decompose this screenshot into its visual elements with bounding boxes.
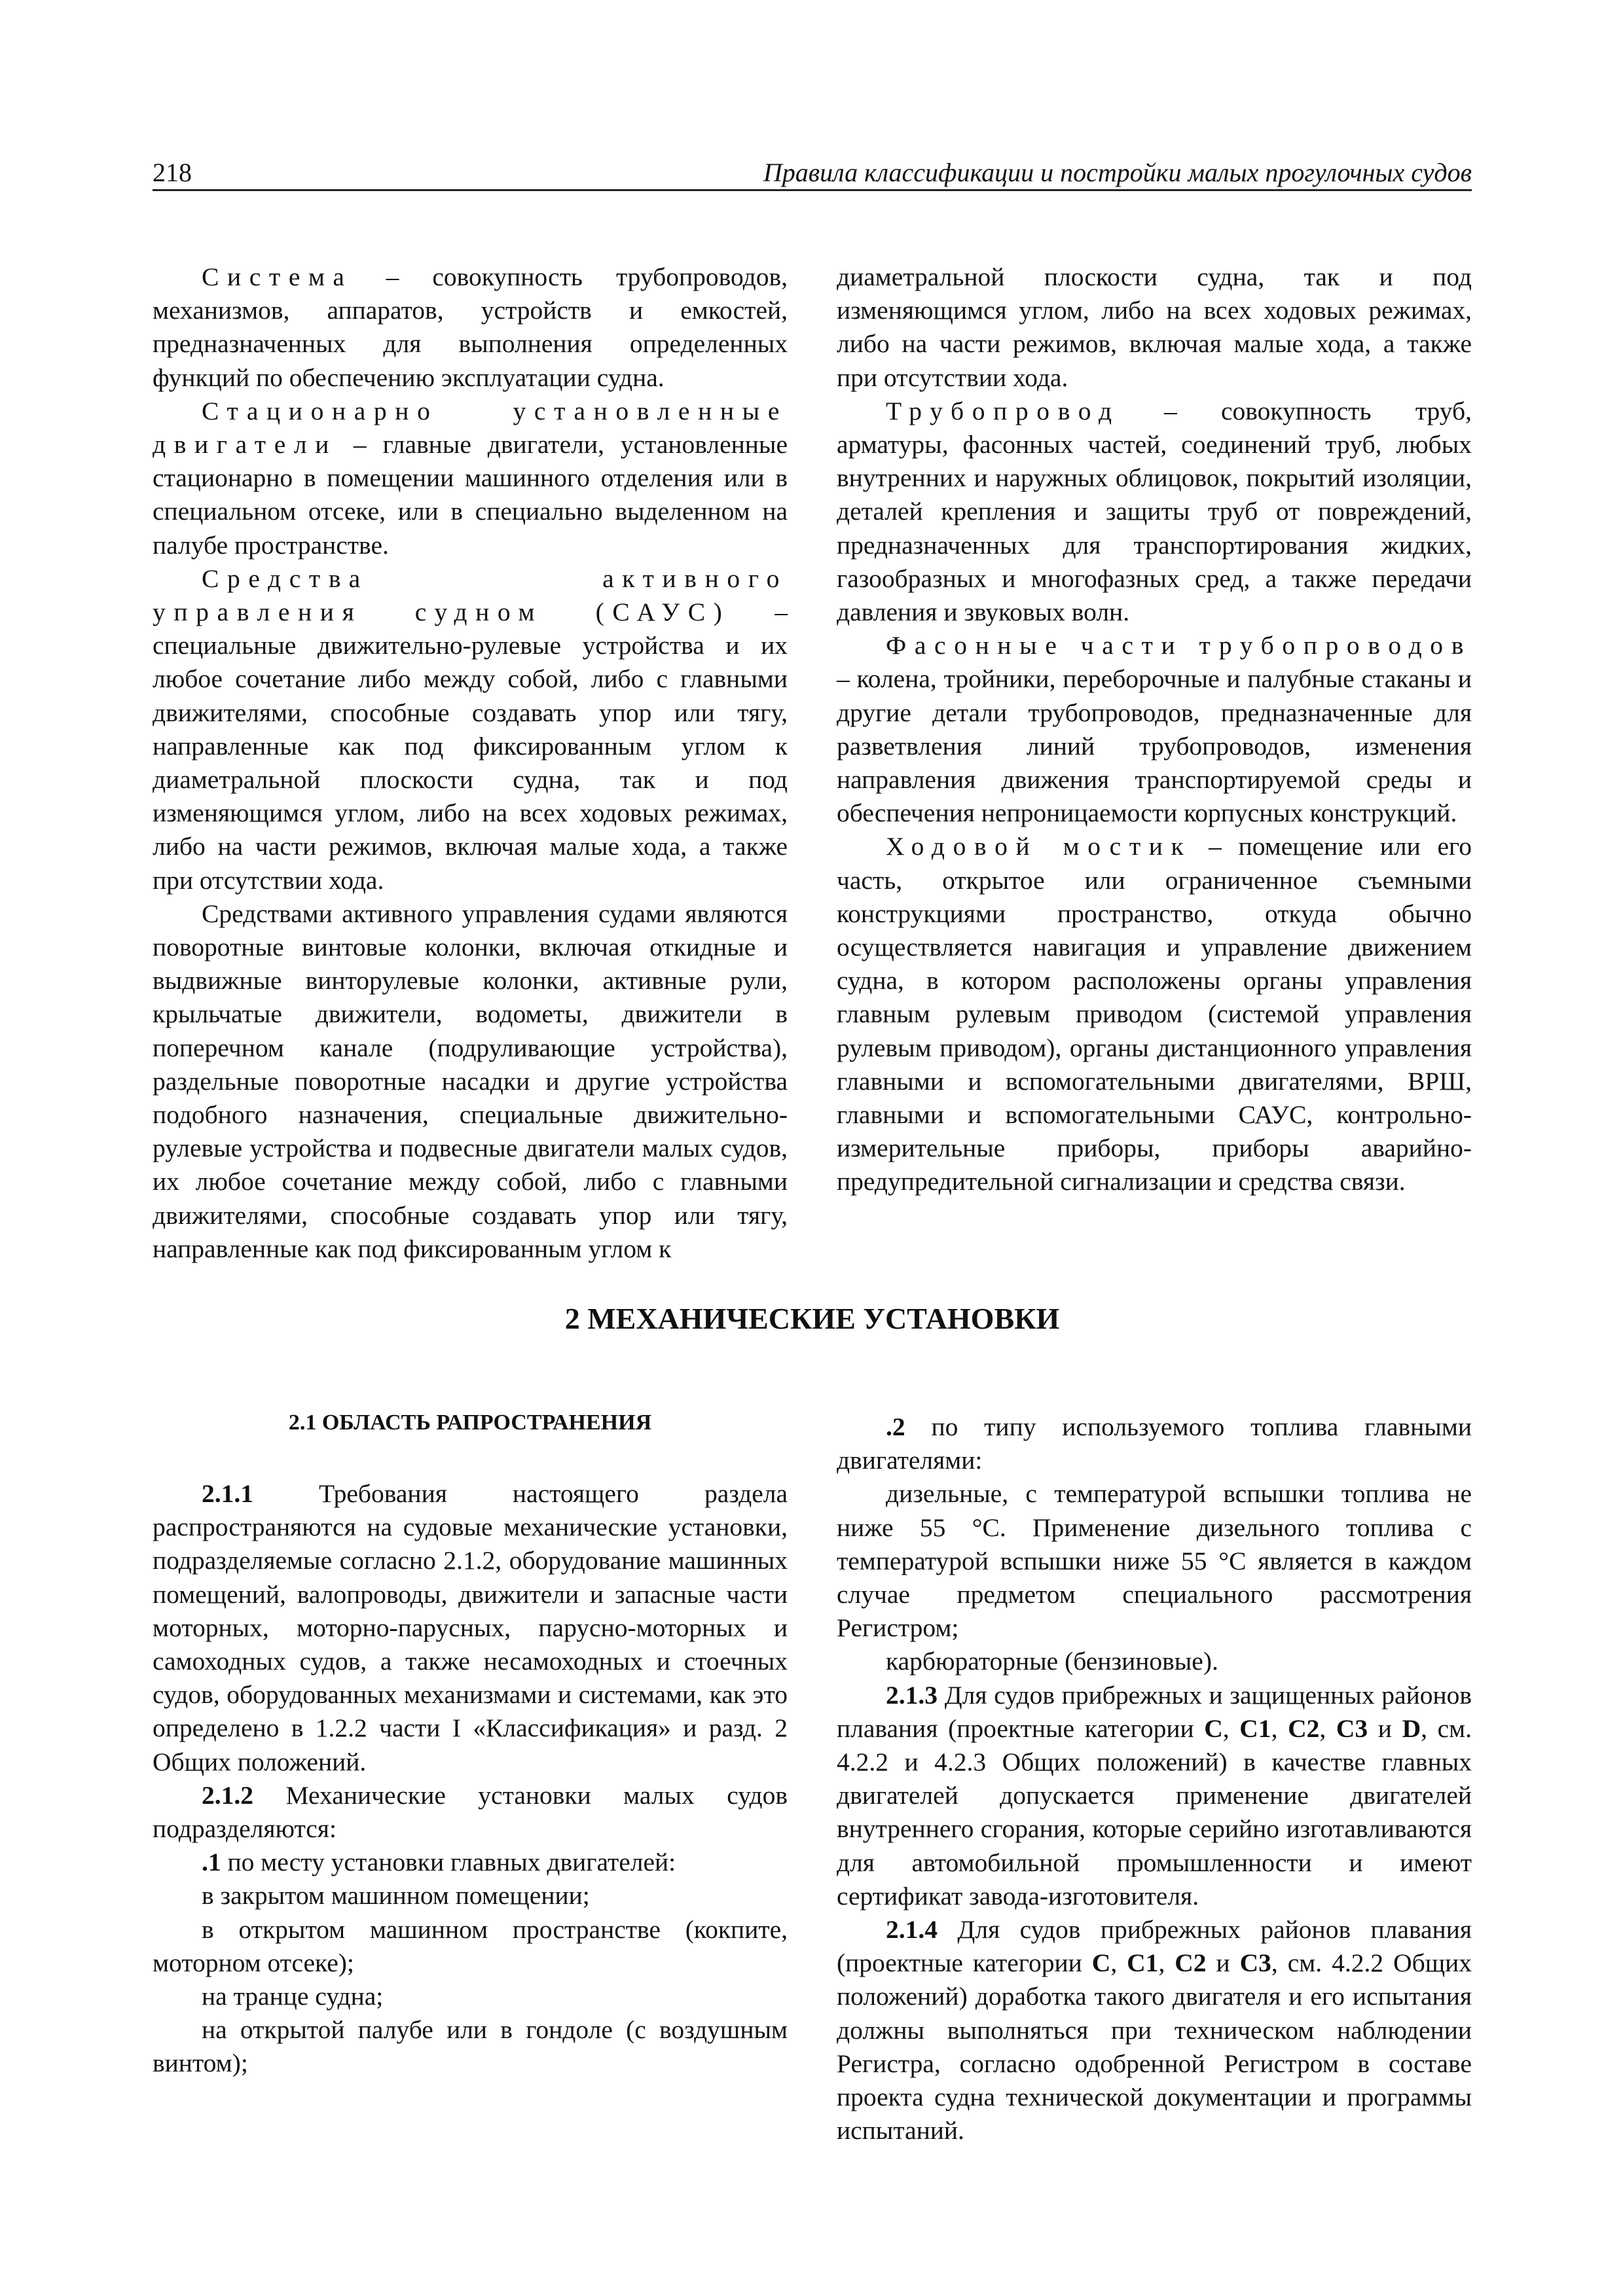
term: Фасонные части трубопроводов: [886, 631, 1472, 660]
clause-2-1-4: 2.1.4 Для судов прибрежных районов плавания (проектные категории C, C1, C2 и C3, см. 4.2.2 Общих положений) доработка такого двигателя и его испытания должны выполняться при техническом наблюдении Регистра, согласно одобренной Регистром в составе проекта судна технической документации и программы испытаний.: [837, 1915, 1472, 2145]
paragraph: диаметральной плоскости судна, так и под изменяющимся углом, либо на всех ходовых режимах, либо на части режимов, включая малые хода, а также при отсутствии хода.: [837, 262, 1472, 392]
column-right-top: [837, 260, 1472, 1199]
list-item: в открытом машинном пространстве (кокпите, моторном отсеке);: [153, 1914, 788, 1977]
term: Система: [202, 262, 353, 291]
definition-stationary-engines: Стационарно установленные двигатели – главные двигатели, установленные стационарно в помещении машинного отделения или в специальном отсеке, или в специально выделенном на палубе пространстве.: [153, 396, 788, 560]
page-number: 218: [153, 158, 192, 187]
clause-2-1-1: 2.1.1 Требования настоящего раздела распространяются на судовые механические установки, подразделяемые согласно 2.1.2, оборудование машинных помещений, валопроводы, движители и запасные части моторных, моторно-парусных, парусно-моторных и самоходных судов, а также несамоходных и стоечных судов, оборудованных механизмами и системами, как это определено в 1.2.2 части I «Классификация» и разд. 2 Общих положений.: [153, 1479, 788, 1776]
list-item: на транце судна;: [202, 1982, 384, 2011]
clause-2-1-2: 2.1.2 Механические установки малых судов подразделяются:: [153, 1780, 788, 1844]
term: Средства активного управления судном (САУС): [153, 564, 788, 627]
clause-2-1-3: 2.1.3 Для судов прибрежных и защищенных районов плавания (проектные категории C, C1, C2, C3 и D, см. 4.2.2 и 4.2.3 Общих положений) в качестве главных двигателей допускается применение двигателей внутреннего сгорания, которые серийно изготавливаются для автомобильной промышленности и имеют сертификат завода-изготовителя.: [837, 1680, 1472, 1910]
definition-bridge: Ходовой мостик – помещение или его часть, открытое или ограниченное съемными конструкциями пространство, откуда обычно осуществляется навигация и управление движением судна, в котором расположены органы управления главным рулевым приводом (системой управления рулевым приводом), органы дистанционного управления главными и вспомогательными двигателями, ВРШ, главными и вспомогательными САУС, контрольно-измерительные приборы, приборы аварийно-предупредительной сигнализации и средства связи.: [837, 832, 1472, 1196]
list-item: на открытой палубе или в гондоле (с воздушным винтом);: [153, 2015, 788, 2078]
column-right-bottom: [837, 1410, 1472, 2147]
definition-saus: Средства активного управления судном (САУС) – специальные движительно-рулевые устройства и их любое сочетание либо между собой, либо с главными движителями, способные создавать упор или тягу, направленные как под фиксированным углом к диаметральной плоскости судна, так и под изменяющимся углом, либо на всех ходовых режимах, либо на части режимов, включая малые хода, а также при отсутствии хода.: [153, 564, 788, 895]
term: Стационарно установленные двигатели: [153, 396, 788, 459]
list-item: .1 по месту установки главных двигателей:: [202, 1848, 676, 1877]
paragraph: Средствами активного управления судами являются поворотные винтовые колонки, включая откидные и выдвижные винторулевые колонки, активные рули, крыльчатые движители, водометы, движители в поперечном канале (подруливающие устройства), раздельные поворотные насадки и другие устройства подобного назначения, специальные движительно-рулевые устройства и подвесные двигатели малых судов, их любое сочетание между собой, либо с главными движителями, способные создавать упор или тягу, направленные как под фиксированным углом к: [153, 899, 788, 1263]
definition-pipeline: Трубопровод – совокупность труб, арматуры, фасонных частей, соединений труб, любых внутренних и наружных облицовок, покрытий изоляции, деталей крепления и защиты труб от повреждений, предназначенных для транспортирования жидких, газообразных и многофазных сред, а также передачи давления и звуковых волн.: [837, 396, 1472, 627]
running-title: Правила классификации и постройки малых прогулочных судов: [763, 158, 1472, 187]
column-left-top: [153, 260, 788, 1266]
page-header: [153, 145, 1472, 191]
definition-fittings: Фасонные части трубопроводов – колена, тройники, переборочные и палубные стаканы и другие детали трубопроводов, предназначенные для разветвления линий трубопроводов, изменения направления движения транспортируемой среды и обеспечения непроницаемости корпусных конструкций.: [837, 631, 1472, 828]
list-item: в закрытом машинном помещении;: [202, 1881, 590, 1910]
term: Ходовой мостик: [886, 832, 1192, 861]
column-left-bottom: [153, 1477, 788, 2081]
list-item: .2 по типу используемого топлива главными двигателями:: [837, 1412, 1472, 1475]
header-rule: [153, 189, 1472, 191]
section-title: 2 МЕХАНИЧЕСКИЕ УСТАНОВКИ: [564, 1302, 1060, 1335]
list-item: карбюраторные (бензиновые).: [886, 1647, 1218, 1676]
subsection-title: 2.1 ОБЛАСТЬ РАПРОСТРАНЕНИЯ: [288, 1410, 652, 1435]
list-item: дизельные, с температурой вспышки топлива не ниже 55 °C. Применение дизельного топлива с температурой вспышки ниже 55 °C является в каждом случае предметом специального рассмотрения Регистром;: [837, 1479, 1472, 1643]
definition-system: Система – совокупность трубопроводов, механизмов, аппаратов, устройств и емкостей, предназначенных для выполнения определенных функций по обеспечению эксплуатации судна.: [153, 262, 788, 392]
term: Трубопровод: [886, 396, 1120, 425]
